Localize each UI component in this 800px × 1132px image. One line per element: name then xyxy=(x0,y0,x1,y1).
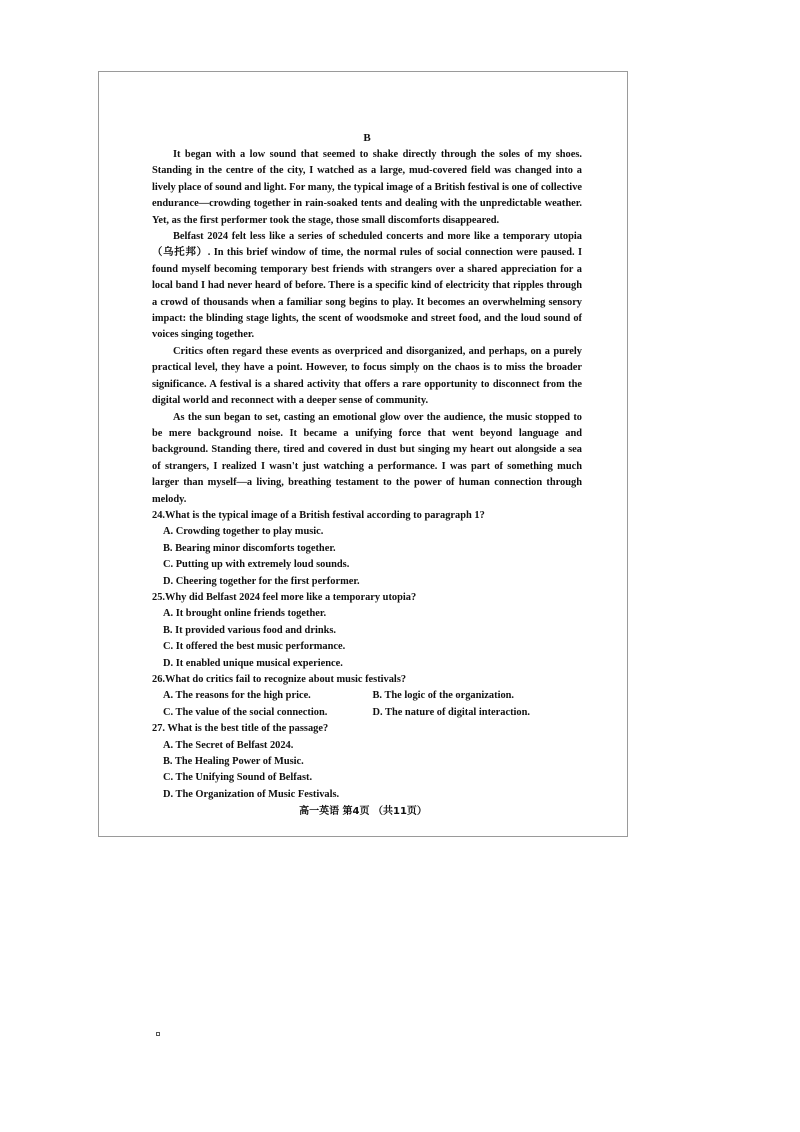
question-26 xyxy=(152,672,582,721)
option-d: D. Cheering together for the first performer. xyxy=(163,575,360,587)
option-d: D. The Organization of Music Festivals. xyxy=(163,788,340,800)
passage-paragraph-2: Belfast 2024 felt less like a series of scheduled concerts and more like a temporary utopia（乌托邦）. In this brief window of time, the normal rules of social connection were paused. I found myself becoming temporary best friends with strangers over a shared appreciation for a local band I had never heard of before. There is a specific kind of electricity that ripples through a crowd of thousands when a familiar song begins to play. It becomes an overwhelming sensory impact: the blinding stage lights, the scent of woodsmoke and street food, and the loud sound of voices singing together. xyxy=(152,231,582,341)
option-row xyxy=(152,705,582,721)
question-stem: 27. What is the best title of the passage? xyxy=(152,723,329,735)
option-row xyxy=(152,688,582,704)
question-27 xyxy=(152,721,582,803)
option-c: C. Putting up with extremely loud sounds. xyxy=(163,559,350,571)
option-c: C. It offered the best music performance. xyxy=(163,641,346,653)
exam-page xyxy=(98,71,628,837)
option-a: A. Crowding together to play music. xyxy=(163,526,324,538)
question-stem: 25.Why did Belfast 2024 feel more like a temporary utopia? xyxy=(152,591,417,603)
option-c: C. The Unifying Sound of Belfast. xyxy=(163,772,313,784)
question-stem: 24.What is the typical image of a British festival according to paragraph 1? xyxy=(152,509,485,521)
stray-square-mark xyxy=(156,1032,160,1036)
reading-section xyxy=(152,130,582,803)
question-stem: 26.What do critics fail to recognize about music festivals? xyxy=(152,674,407,685)
passage-paragraph-1: It began with a low sound that seemed to shake directly through the soles of my shoes. Standing in the centre of the city, I watched as a large, mud-covered field was changed into a lively place of sound and light. For many, the typical image of a British festival is one of collective endurance—crowding together in rain-soaked tents and dealing with the unpredictable weather. Yet, as the first performer took the stage, those small discomforts disappeared. xyxy=(152,149,582,226)
option-d: D. It enabled unique musical experience. xyxy=(163,657,343,669)
option-b: B. It provided various food and drinks. xyxy=(163,624,337,636)
option-a: A. The reasons for the high price. xyxy=(163,690,311,702)
question-25 xyxy=(152,590,582,672)
option-c: C. The value of the social connection. xyxy=(163,706,328,718)
option-a: A. The Secret of Belfast 2024. xyxy=(163,739,294,751)
option-b: B. The logic of the organization. xyxy=(372,690,515,702)
page-footer: 高一英语 第4页 （共11页） xyxy=(299,806,427,817)
option-a: A. It brought online friends together. xyxy=(163,608,327,620)
option-b: B. The Healing Power of Music. xyxy=(163,756,304,768)
option-b: B. Bearing minor discomforts together. xyxy=(163,542,336,554)
option-d: D. The nature of digital interaction. xyxy=(372,706,530,718)
section-heading: B xyxy=(363,132,371,144)
passage-paragraph-3: Critics often regard these events as overpriced and disorganized, and perhaps, on a purely practical level, they have a point. However, to focus simply on the chaos is to miss the broader significance. A festival is a shared activity that offers a rare opportunity to disconnect from the digital world and reconnect with a deeper sense of community. xyxy=(152,345,582,407)
passage-paragraph-4: As the sun began to set, casting an emotional glow over the audience, the music stopped to be mere background noise. It became a unifying force that went beyond language and background. Standing there, tired and covered in dust but singing my heart out alongside a sea of strangers, I realized I wasn't just watching a performance. I was part of something much larger than myself—a living, breathing testament to the power of human connection through melody. xyxy=(152,411,582,505)
question-24 xyxy=(152,508,582,590)
